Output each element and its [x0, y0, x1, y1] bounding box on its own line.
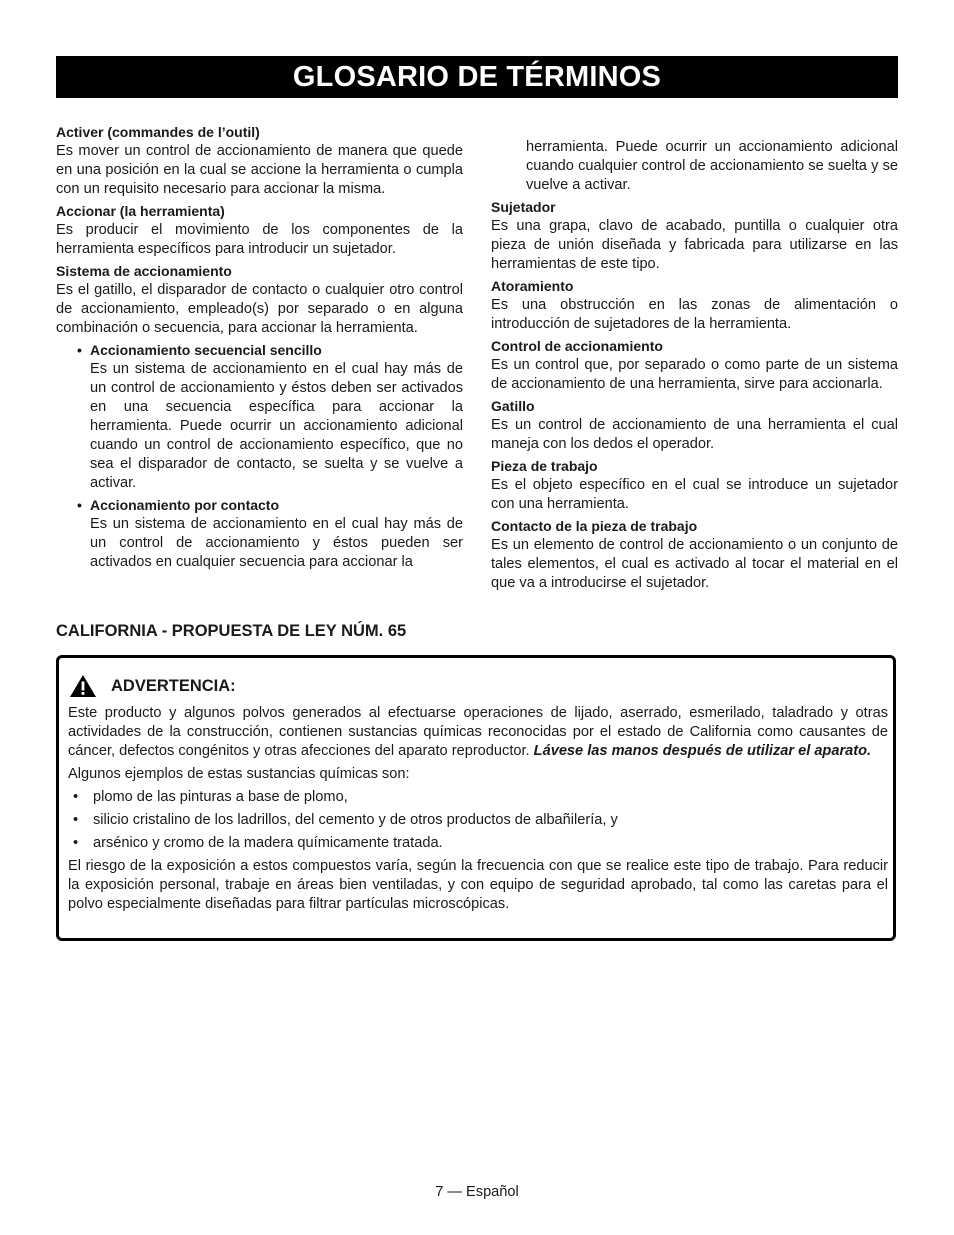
glossary-right-column: [491, 123, 898, 596]
warning-paragraph: Algunos ejemplos de estas sustancias químicas son:: [68, 766, 410, 782]
term-definition: Es una obstrucción en las zonas de alimentación o introducción de sujetadores de la herramienta.: [491, 296, 898, 332]
warning-box: [56, 655, 896, 941]
term-definition: Es producir el movimiento de los componentes de la herramienta específicos para introducir un sujetador.: [56, 222, 463, 257]
bullet-term-definition: Es un sistema de accionamiento en el cual hay más de un control de accionamiento y éstos pueden ser activados en cualquier secuencia para accionar la: [90, 516, 463, 570]
list-item: • arsénico y cromo de la madera químicamente tratada.: [68, 834, 888, 853]
warning-text: Este producto y algunos polvos generados al efectuarse operaciones de lijado, aserrado, esmerilado, taladrado y otras actividades de la construcción, contienen sustancias químicas reconocidas por el estado de California como causantes de cáncer, defectos congénitos y otras afecciones del aparato reproductor.: [68, 705, 888, 759]
list-item: • silicio cristalino de los ladrillos, del cemento y de otros productos de albañilería, y: [68, 811, 888, 830]
term-heading: Contacto de la pieza de trabajo: [491, 517, 698, 534]
term-heading: Gatillo: [491, 397, 535, 414]
list-item: • plomo de las pinturas a base de plomo,: [68, 788, 888, 807]
term-heading: Sistema de accionamiento: [56, 263, 232, 279]
term-definition: Es el gatillo, el disparador de contacto o cualquier otro control de accionamiento, empleado(s) por separado o en alguna combinación o secuencia, para accionar la herramienta.: [56, 282, 463, 336]
bullet-term: [77, 496, 463, 572]
term-heading: Atoramiento: [491, 277, 574, 294]
warning-header: [69, 674, 236, 698]
term-definition: Es un control que, por separado o como parte de un sistema de accionamiento de una herramienta, sirve para accionarla.: [491, 356, 898, 392]
page-title: GLOSARIO DE TÉRMINOS: [56, 56, 898, 98]
warning-paragraph: El riesgo de la exposición a estos compuestos varía, según la frecuencia con que se realice este tipo de trabajo. Para reducir la exposición personal, trabaje en áreas bien ventiladas, y con equipo de seguridad aprobado, tal como las caretas para el polvo especialmente diseñadas para filtrar partículas microscópicas.: [68, 858, 888, 912]
term-definition: Es un control de accionamiento de una herramienta el cual maneja con los dedos el operador.: [491, 416, 898, 452]
bullet-term-definition: Es un sistema de accionamiento en el cual hay más de un control de accionamiento y éstos deben ser activados en una secuencia específica para accionar la herramienta. Puede ocurrir un accionamiento adicional cuando un control de accionamiento específico, que no sea el disparador de contacto, se suelta y se vuelve a activar.: [90, 361, 463, 491]
bullet-term: [77, 341, 463, 493]
warning-emphasis: Lávese las manos después de utilizar el aparato.: [533, 743, 872, 759]
term-definition: Es mover un control de accionamiento de manera que quede en una posición en la cual se accione la herramienta o cumpla con un requisito necesario para accionar la misma.: [56, 143, 463, 197]
term-heading: Sujetador: [491, 198, 556, 215]
term-heading: Control de accionamiento: [491, 337, 663, 354]
term-heading: Accionar (la herramienta): [56, 203, 225, 219]
glossary-left-column: [56, 123, 463, 575]
bullet-term-heading: • Accionamiento por contacto: [77, 496, 463, 515]
term-definition: Es el objeto específico en el cual se introduce un sujetador con una herramienta.: [491, 476, 898, 512]
warning-body: [68, 704, 888, 918]
term-heading: Pieza de trabajo: [491, 457, 598, 474]
warning-triangle-icon: [69, 674, 97, 698]
warning-label: ADVERTENCIA:: [111, 676, 236, 695]
term-definition: Es un elemento de control de accionamiento o un conjunto de tales elementos, el cual es activado al tocar el material en el que va a introducirse el sujetador.: [491, 536, 898, 591]
term-definition: Es una grapa, clavo de acabado, puntilla o cualquier otra pieza de unión diseñada y fabricada para utilizarse en las herramientas de este tipo.: [491, 217, 898, 272]
page-footer: 7 — Español: [435, 1184, 519, 1200]
term-heading: Activer (commandes de l’outil): [56, 124, 260, 140]
california-prop65-heading: CALIFORNIA - PROPUESTA DE LEY NÚM. 65: [56, 622, 407, 640]
warning-paragraph: [68, 704, 888, 761]
bullet-term-heading: • Accionamiento secuencial sencillo: [77, 341, 463, 360]
bullet-term-definition-continued: herramienta. Puede ocurrir un accionamiento adicional cuando cualquier control de accionamiento se suelta y se vuelve a activar.: [526, 138, 898, 193]
chemical-list: [68, 788, 888, 853]
